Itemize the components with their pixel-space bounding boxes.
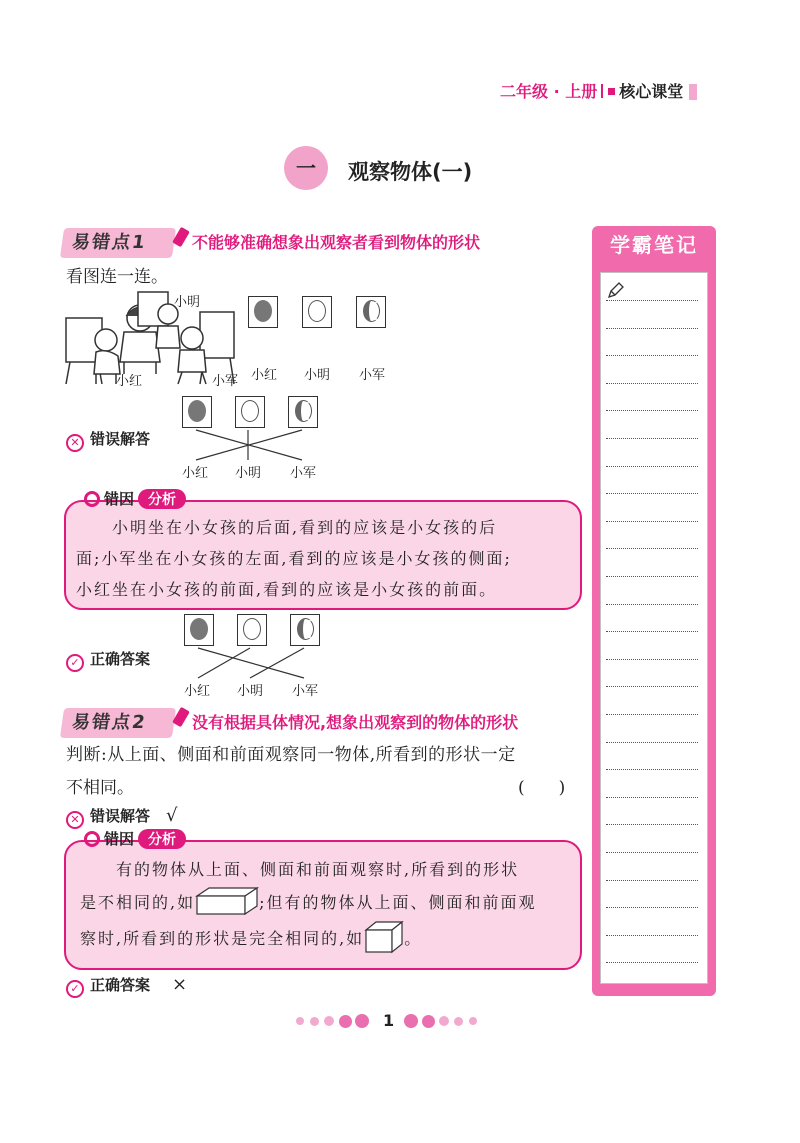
answer-parentheses: ( ): [518, 778, 566, 798]
notes-ruled-line: [606, 410, 698, 411]
footer-dot: [469, 1017, 477, 1025]
error-analysis-text-1: 小明坐在小女孩的后面,看到的应该是小女孩的后 面;小军坐在小女孩的左面,看到的应该是小女孩的侧面; 小红坐在小女孩的前面,看到的应该是小女孩的前面。: [76, 518, 512, 599]
footer-dot: [355, 1014, 369, 1028]
correct-matching-lines: [182, 646, 322, 680]
square-bullet-icon: [608, 88, 615, 95]
section-title: 观察物体(一): [348, 160, 473, 184]
correct-label: 小军: [292, 684, 319, 699]
check-circle-icon: ✓: [66, 654, 84, 672]
question-line-1: 判断:从上面、侧面和前面观察同一物体,所看到的形状一定: [66, 745, 516, 765]
cross-circle-icon: ✕: [66, 811, 84, 829]
magnifier-icon: [84, 491, 100, 507]
picture-back-view: [182, 396, 212, 428]
picture-front-view: [237, 614, 267, 646]
notes-ruled-line: [606, 604, 698, 605]
check-circle-icon: ✓: [66, 980, 84, 998]
notes-ruled-line: [606, 466, 698, 467]
notes-ruled-line: [606, 824, 698, 825]
instruction-text: 看图连一连。: [66, 267, 168, 287]
error-point-tag-2: 易错点2: [60, 708, 176, 738]
notes-ruled-line: [606, 686, 698, 687]
notes-ruled-line: [606, 659, 698, 660]
notes-ruled-line: [606, 328, 698, 329]
error-point-title-1: 不能够准确想象出观察者看到物体的形状: [192, 233, 481, 252]
picture-side-view: [288, 396, 318, 428]
row-label: 小明: [304, 368, 331, 383]
error-point-tag-1: 易错点1: [60, 228, 176, 258]
notes-ruled-line: [606, 355, 698, 356]
notes-writing-area: [600, 272, 708, 984]
picture-back-view: [184, 614, 214, 646]
error-analysis-heading: 错因 分析: [84, 828, 186, 849]
notes-ruled-line: [606, 852, 698, 853]
picture-side-view: [356, 296, 386, 328]
notes-ruled-line: [606, 797, 698, 798]
wrong-answer-value: √: [166, 805, 178, 826]
footer-dot: [439, 1016, 449, 1026]
wrong-label: 小红: [182, 466, 209, 481]
notes-ruled-line: [606, 521, 698, 522]
cross-circle-icon: ✕: [66, 434, 84, 452]
error-analysis-text-2: 有的物体从上面、侧面和前面观察时,所看到的形状 是不相同的,如 ;但有的物体从上面、侧面和前面观 察时,所看到的形状是完全相同的,如 。: [80, 854, 576, 954]
wrong-label: 小军: [290, 466, 317, 481]
footer-dot: [296, 1017, 304, 1025]
notes-ruled-line: [606, 714, 698, 715]
correct-answer-marker: ✓ 正确答案 ×: [66, 974, 187, 998]
header-divider: [601, 84, 603, 98]
footer-dot: [310, 1017, 319, 1026]
magnifier-icon: [84, 831, 100, 847]
wrong-label: 小明: [235, 466, 262, 481]
book-header: [500, 79, 697, 102]
notes-ruled-line: [606, 962, 698, 963]
section-number: 一: [284, 146, 328, 190]
scene-label-xiaoming: 小明: [174, 295, 201, 310]
notes-panel-title: 学霸笔记: [610, 233, 698, 257]
cube-icon: [364, 920, 404, 954]
row-label: 小红: [251, 368, 278, 383]
notes-ruled-line: [606, 769, 698, 770]
notes-ruled-line: [606, 935, 698, 936]
wrong-answer-marker: ✕ 错误解答 √: [66, 805, 178, 829]
footer-dot: [454, 1017, 463, 1026]
correct-answer-value: ×: [172, 974, 188, 995]
correct-answer-marker: ✓ 正确答案: [66, 648, 150, 672]
notes-ruled-line: [606, 742, 698, 743]
footer-dot: [422, 1015, 435, 1028]
question-line-2: 不相同。: [66, 778, 134, 798]
footer-dot: [404, 1014, 418, 1028]
book-title: 核心课堂: [619, 82, 684, 101]
notes-ruled-line: [606, 300, 698, 301]
picture-front-view: [235, 396, 265, 428]
page-number: 1: [383, 1011, 395, 1030]
notes-ruled-line: [606, 438, 698, 439]
notes-ruled-line: [606, 631, 698, 632]
notes-ruled-line: [606, 548, 698, 549]
notes-ruled-line: [606, 576, 698, 577]
notes-ruled-line: [606, 880, 698, 881]
row-label: 小军: [359, 368, 386, 383]
correct-label: 小红: [184, 684, 211, 699]
picture-back-view: [248, 296, 278, 328]
error-analysis-heading: 错因 分析: [84, 488, 186, 509]
correct-label: 小明: [237, 684, 264, 699]
grade-label: 二年级 · 上册: [500, 82, 598, 101]
cuboid-icon: [195, 886, 259, 916]
picture-front-view: [302, 296, 332, 328]
header-end-bar: [689, 84, 697, 100]
wrong-matching-lines: [180, 428, 320, 462]
pencil-icon: [606, 282, 624, 300]
footer-dot: [324, 1016, 334, 1026]
error-point-title-2: 没有根据具体情况,想象出观察到的物体的形状: [192, 713, 519, 732]
footer-dot: [339, 1015, 352, 1028]
notes-ruled-line: [606, 907, 698, 908]
scene-label-xiaohong: 小红: [116, 374, 143, 389]
scene-label-xiaojun: 小军: [212, 374, 239, 389]
picture-side-view: [290, 614, 320, 646]
notes-ruled-line: [606, 493, 698, 494]
notes-ruled-line: [606, 383, 698, 384]
wrong-answer-marker: ✕ 错误解答: [66, 428, 150, 452]
